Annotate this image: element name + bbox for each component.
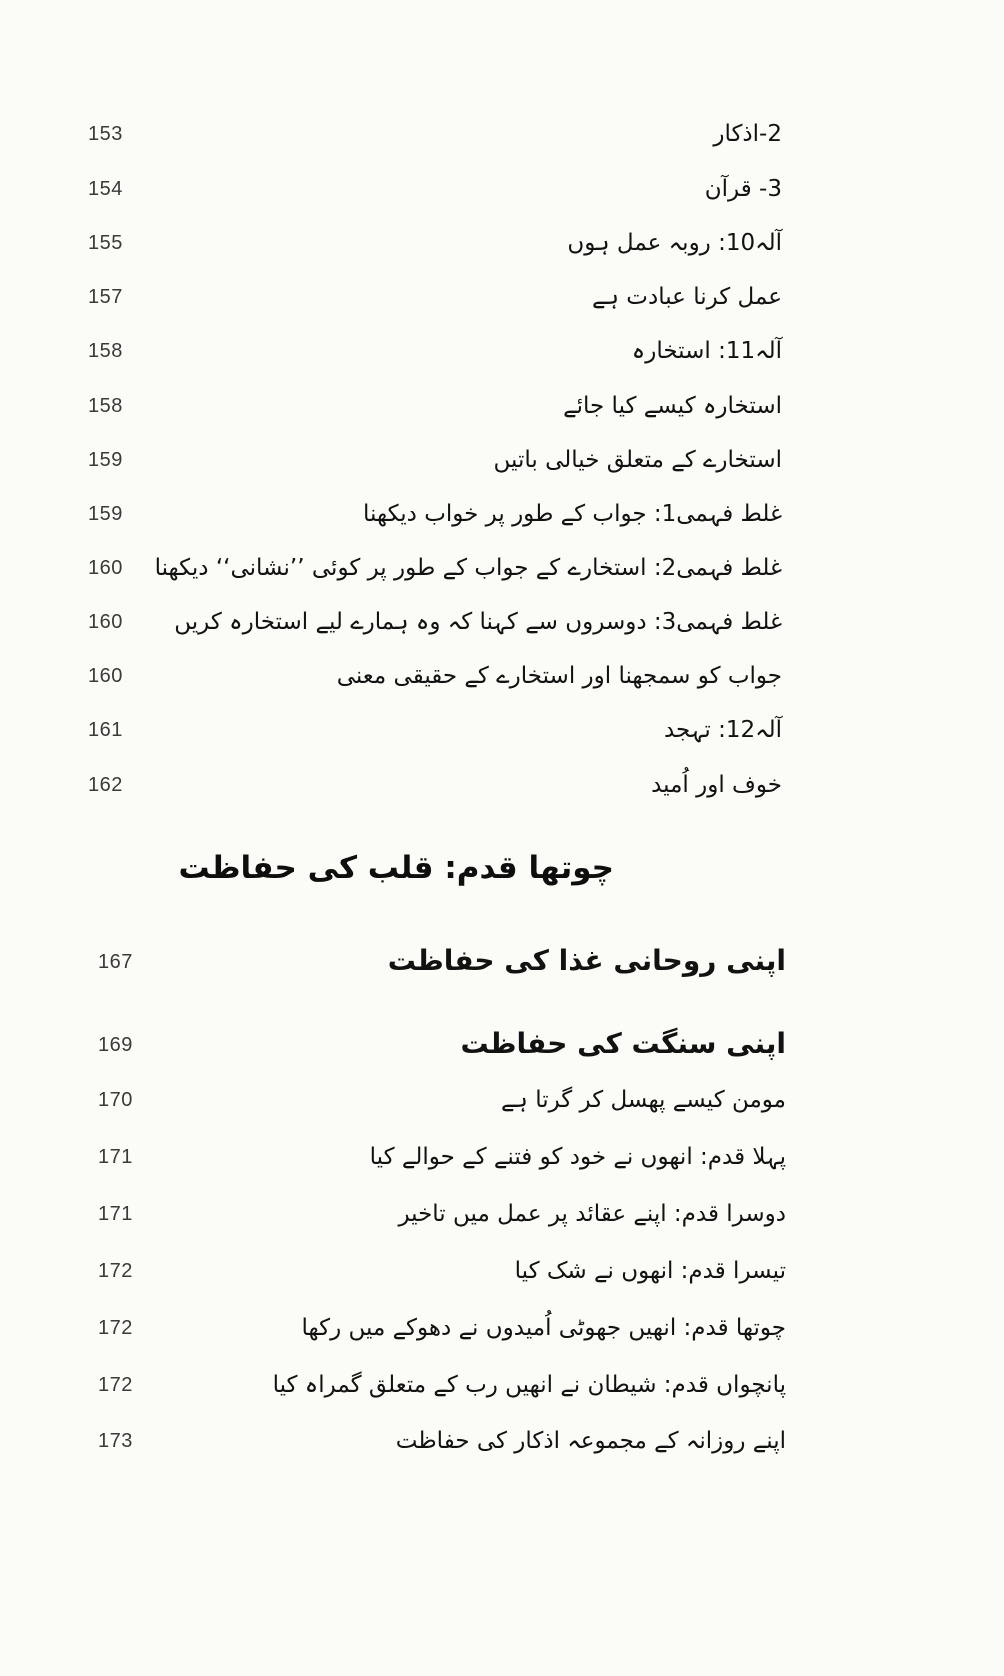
toc-entry-title: غلط فہمی2: استخارے کے جواب کے طور پر کوئی ’’نشانی‘‘ دیکھنا xyxy=(154,555,782,581)
toc-entry-title: استخارے کے متعلق خیالی باتیں xyxy=(493,447,782,473)
toc-entry-title: غلط فہمی3: دوسروں سے کہنا کہ وہ ہمارے لیے استخارہ کریں xyxy=(174,609,782,635)
toc-entry xyxy=(0,548,1004,588)
toc-entry-title: آلہ12: تہجد xyxy=(663,717,782,743)
toc-entry-page: 162 xyxy=(88,774,123,796)
toc-entry xyxy=(0,938,1004,984)
toc-entry-page: 159 xyxy=(88,449,123,471)
toc-entry-page: 161 xyxy=(88,719,123,741)
toc-entry-title: آلہ10: روبہ عمل ہوں xyxy=(567,230,782,256)
toc-entry-page: 158 xyxy=(88,340,123,362)
toc-entry xyxy=(0,1194,1004,1234)
toc-entry-title: پہلا قدم: انھوں نے خود کو فتنے کے حوالے کیا xyxy=(369,1144,786,1170)
toc-entry-page: 160 xyxy=(88,611,123,633)
toc-entry-title: چوتھا قدم: انھیں جھوٹی اُمیدوں نے دھوکے میں رکھا xyxy=(301,1315,786,1341)
toc-entry xyxy=(0,331,1004,371)
toc-entry xyxy=(0,1365,1004,1405)
toc-entry xyxy=(0,169,1004,209)
toc-entry xyxy=(0,602,1004,642)
toc-entry xyxy=(0,114,1004,154)
toc-entry-page: 170 xyxy=(98,1089,133,1111)
toc-entry-title: جواب کو سمجھنا اور استخارے کے حقیقی معنی xyxy=(336,663,782,689)
toc-entry-title: اپنی روحانی غذا کی حفاظت xyxy=(387,944,786,977)
toc-entry-title: 3- قرآن xyxy=(704,176,782,202)
toc-entry xyxy=(0,710,1004,750)
toc-entry xyxy=(0,494,1004,534)
toc-entry-page: 155 xyxy=(88,232,123,254)
toc-entry xyxy=(0,440,1004,480)
toc-entry xyxy=(0,1308,1004,1348)
toc-entry xyxy=(0,1021,1004,1067)
toc-entry-page: 171 xyxy=(98,1146,133,1168)
toc-entry xyxy=(0,277,1004,317)
toc-entry-title: مومن کیسے پھسل کر گرتا ہے xyxy=(500,1087,786,1113)
toc-entry-page: 157 xyxy=(88,286,123,308)
toc-entry xyxy=(0,1080,1004,1120)
section-heading-row xyxy=(0,843,1004,893)
toc-entry-page: 169 xyxy=(98,1034,133,1056)
toc-entry xyxy=(0,1251,1004,1291)
toc-entry-title: اپنی سنگت کی حفاظت xyxy=(460,1027,786,1060)
section-heading: چوتھا قدم: قلب کی حفاظت xyxy=(178,850,614,886)
toc-entry-title: 2-اذکار xyxy=(713,121,782,147)
toc-entry xyxy=(0,656,1004,696)
toc-entry xyxy=(0,386,1004,426)
toc-entry-title: اپنے روزانہ کے مجموعہ اذکار کی حفاظت xyxy=(395,1428,786,1454)
toc-entry-page: 172 xyxy=(98,1374,133,1396)
toc-entry-page: 172 xyxy=(98,1317,133,1339)
toc-entry-title: استخارہ کیسے کیا جائے xyxy=(563,393,782,419)
toc-entry-page: 160 xyxy=(88,665,123,687)
toc-entry-page: 167 xyxy=(98,951,133,973)
toc-entry-title: دوسرا قدم: اپنے عقائد پر عمل میں تاخیر xyxy=(398,1201,786,1227)
toc-entry-page: 153 xyxy=(88,123,123,145)
toc-entry xyxy=(0,223,1004,263)
toc-entry-page: 171 xyxy=(98,1203,133,1225)
toc-entry-page: 158 xyxy=(88,395,123,417)
toc-entry-page: 159 xyxy=(88,503,123,525)
toc-entry-title: خوف اور اُمید xyxy=(651,772,782,798)
toc-entry-title: عمل کرنا عبادت ہے xyxy=(592,284,782,310)
toc-entry-page: 160 xyxy=(88,557,123,579)
toc-entry xyxy=(0,1421,1004,1461)
toc-entry-title: آلہ11: استخارہ xyxy=(631,338,782,364)
toc-entry-page: 154 xyxy=(88,178,123,200)
toc-entry xyxy=(0,1137,1004,1177)
toc-entry-title: پانچواں قدم: شیطان نے انھیں رب کے متعلق گمراہ کیا xyxy=(272,1372,786,1398)
toc-entry-page: 173 xyxy=(98,1430,133,1452)
toc-entry-page: 172 xyxy=(98,1260,133,1282)
toc-entry-title: غلط فہمی1: جواب کے طور پر خواب دیکھنا xyxy=(363,501,782,527)
toc-entry xyxy=(0,765,1004,805)
toc-entry-title: تیسرا قدم: انھوں نے شک کیا xyxy=(514,1258,786,1284)
